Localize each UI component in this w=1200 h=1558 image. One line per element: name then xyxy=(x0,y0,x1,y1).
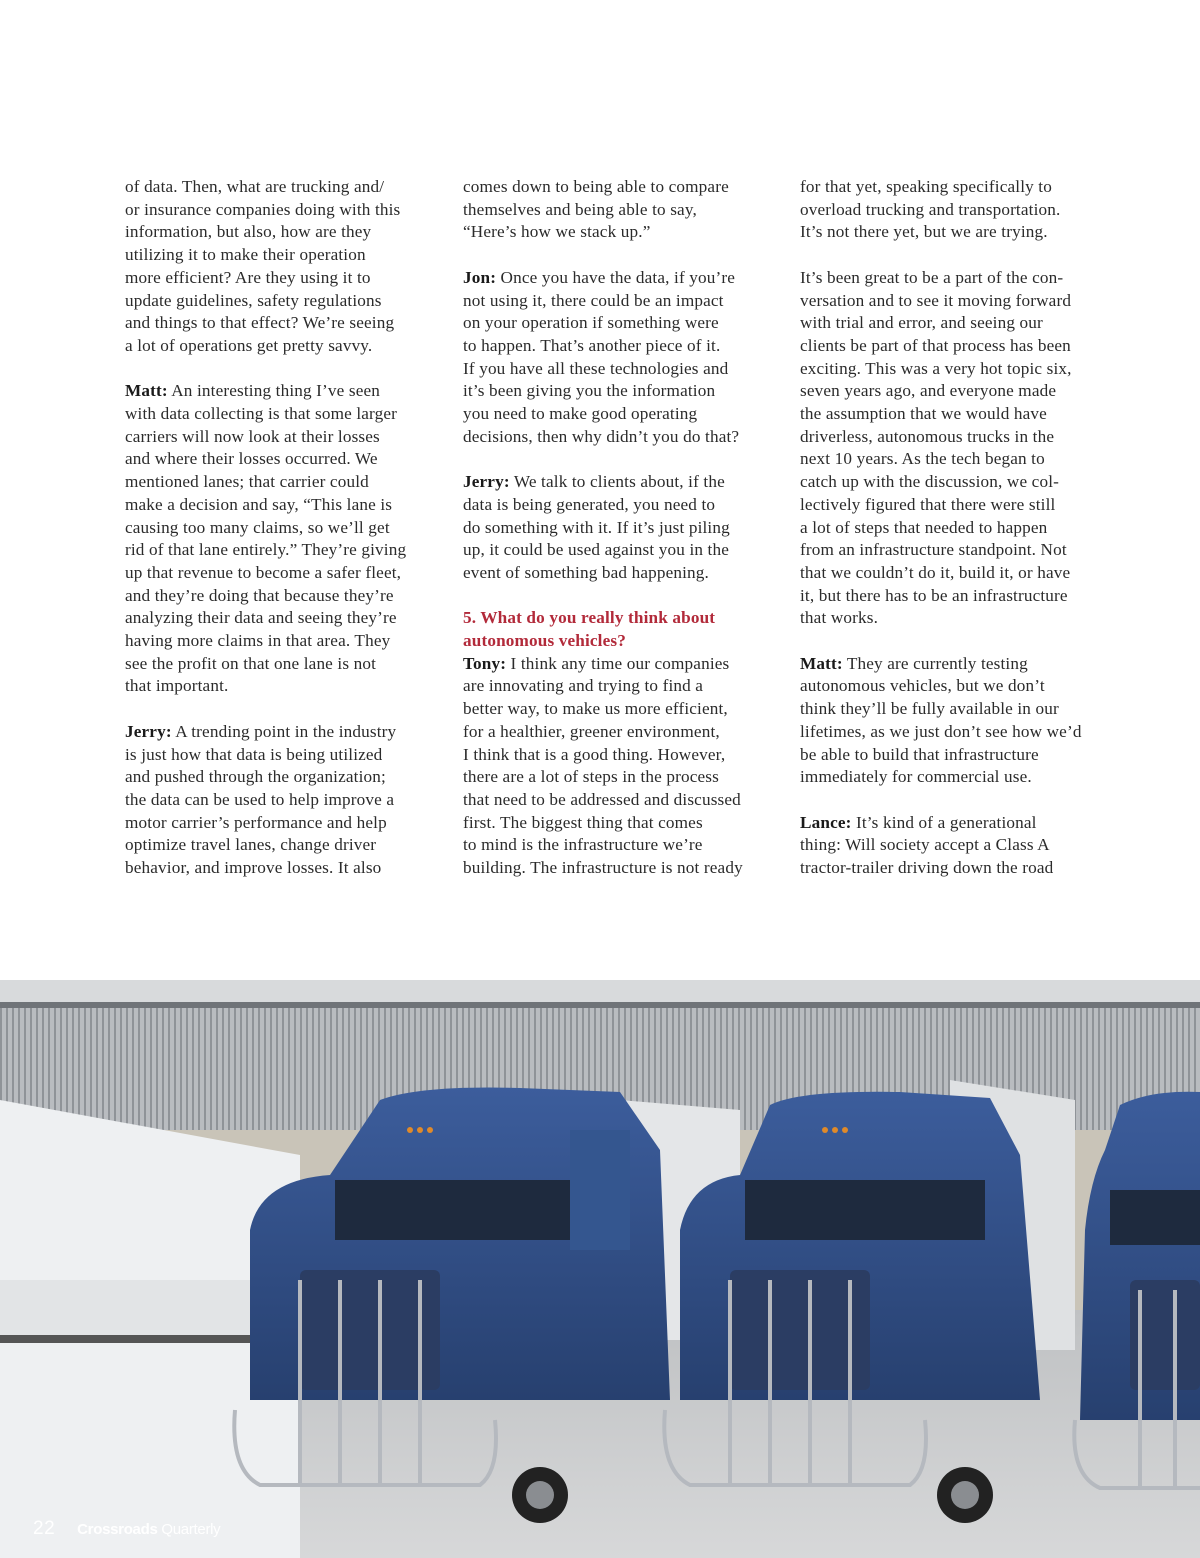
text-line xyxy=(800,358,1120,381)
text-line xyxy=(125,789,455,812)
line-text: causing too many claims, so we’ll get xyxy=(125,517,390,537)
speaker-name: Matt: xyxy=(800,653,843,673)
line-text: comes down to being able to compare xyxy=(463,177,729,196)
text-line xyxy=(800,766,1120,789)
line-text: overload trucking and transportation. xyxy=(800,199,1061,219)
text-line xyxy=(463,766,783,789)
line-text: that important. xyxy=(125,676,229,696)
line-text: catch up with the discussion, we col- xyxy=(800,472,1060,492)
text-line xyxy=(125,176,455,199)
line-text: I think that is a good thing. However, xyxy=(463,744,726,764)
line-text: motor carrier’s performance and help xyxy=(125,812,387,832)
line-text: versation and to see it moving forward xyxy=(800,290,1072,310)
line-text: it’s been giving you the information xyxy=(463,381,716,401)
text-line xyxy=(463,698,783,721)
paragraph xyxy=(125,380,455,698)
trucks-photo xyxy=(0,980,1200,1558)
line-text: and things to that effect? We’re seeing xyxy=(125,313,395,333)
text-line xyxy=(463,358,783,381)
line-text: I think any time our companies xyxy=(506,653,730,673)
text-line xyxy=(463,517,783,540)
line-text: a lot of steps that needed to happen xyxy=(800,517,1048,537)
text-line xyxy=(125,221,455,244)
line-text: to mind is the infrastructure we’re xyxy=(463,835,703,855)
speaker-name: Lance: xyxy=(800,812,852,832)
line-text: It’s been great to be a part of the con- xyxy=(800,267,1064,287)
text-line xyxy=(463,744,783,767)
line-text: carriers will now look at their losses xyxy=(125,426,380,446)
line-text: not using it, there could be an impact xyxy=(463,290,724,310)
text-line xyxy=(800,698,1120,721)
line-text: autonomous vehicles, but we don’t xyxy=(800,676,1045,696)
article-columns xyxy=(0,176,1200,896)
paragraph xyxy=(125,176,455,358)
text-line xyxy=(125,290,455,313)
line-text: We talk to clients about, if the xyxy=(509,472,725,492)
text-line xyxy=(463,539,783,562)
line-text: It’s kind of a generational xyxy=(851,812,1037,832)
line-text: the data can be used to help improve a xyxy=(125,789,395,809)
line-text: on your operation if something were xyxy=(463,313,719,333)
column-3 xyxy=(800,176,1120,902)
paragraph xyxy=(125,721,455,880)
publication-name-light: Quarterly xyxy=(161,1521,221,1538)
text-line xyxy=(463,789,783,812)
line-text: better way, to make us more efficient, xyxy=(463,699,728,719)
text-line xyxy=(800,721,1120,744)
line-text: more efficient? Are they using it to xyxy=(125,267,371,287)
line-text: the assumption that we would have xyxy=(800,404,1047,424)
text-line xyxy=(125,494,455,517)
text-line xyxy=(800,380,1120,403)
line-text: see the profit on that one lane is not xyxy=(125,653,377,673)
text-line xyxy=(125,448,455,471)
paragraph xyxy=(463,653,783,880)
line-text: exciting. This was a very hot topic six, xyxy=(800,358,1072,378)
text-line xyxy=(125,244,455,267)
line-text: thing: Will society accept a Class A xyxy=(800,835,1050,855)
speaker-name: Jerry: xyxy=(463,472,510,492)
line-text: up that revenue to become a safer fleet, xyxy=(125,562,402,582)
paragraph xyxy=(800,267,1120,630)
line-text: first. The biggest thing that comes xyxy=(463,812,703,832)
line-text: behavior, and improve losses. It also xyxy=(125,858,382,878)
line-text: “Here’s how we stack up.” xyxy=(463,222,651,242)
line-text: rid of that lane entirely.” They’re giving xyxy=(125,540,407,560)
paragraph xyxy=(800,176,1120,244)
line-text: make a decision and say, “This lane is xyxy=(125,494,393,514)
line-text: having more claims in that area. They xyxy=(125,631,391,651)
text-line xyxy=(800,448,1120,471)
text-line xyxy=(463,812,783,835)
text-line xyxy=(125,335,455,358)
text-line xyxy=(800,834,1120,857)
text-line xyxy=(800,607,1120,630)
line-text: up, it could be used against you in the xyxy=(463,540,730,560)
line-text: next 10 years. As the tech began to xyxy=(800,449,1045,469)
paragraph xyxy=(463,471,783,585)
text-line xyxy=(125,766,455,789)
text-line xyxy=(125,834,455,857)
text-line xyxy=(125,426,455,449)
line-text: decisions, then why didn’t you do that? xyxy=(463,426,740,446)
line-text: think they’ll be fully available in our xyxy=(800,699,1059,719)
line-text: do something with it. If it’s just piling xyxy=(463,517,730,537)
line-text: and where their losses occurred. We xyxy=(125,449,378,469)
text-line xyxy=(463,380,783,403)
text-line xyxy=(125,812,455,835)
text-line xyxy=(125,721,455,744)
line-text: Once you have the data, if you’re xyxy=(496,267,736,287)
line-text: optimize travel lanes, change driver xyxy=(125,835,377,855)
line-text: and they’re doing that because they’re xyxy=(125,585,394,605)
line-text: of data. Then, what are trucking and/ xyxy=(125,177,385,196)
text-line xyxy=(125,675,455,698)
line-text: be able to build that infrastructure xyxy=(800,744,1039,764)
text-line xyxy=(463,426,783,449)
line-text: They are currently testing xyxy=(842,653,1028,673)
line-text: that we couldn’t do it, build it, or have xyxy=(800,562,1071,582)
text-line xyxy=(125,857,455,880)
text-line xyxy=(125,562,455,585)
line-text: you need to make good operating xyxy=(463,404,698,424)
line-text: is just how that data is being utilized xyxy=(125,744,383,764)
text-line xyxy=(800,335,1120,358)
text-line xyxy=(463,312,783,335)
text-line xyxy=(463,721,783,744)
publication-name xyxy=(77,1521,220,1538)
line-text: for a healthier, greener environment, xyxy=(463,721,720,741)
text-line xyxy=(125,471,455,494)
text-line xyxy=(463,290,783,313)
text-line xyxy=(125,630,455,653)
line-text: building. The infrastructure is not ready xyxy=(463,858,743,878)
line-text: and pushed through the organization; xyxy=(125,767,386,787)
text-line xyxy=(800,857,1120,880)
text-line xyxy=(463,494,783,517)
line-text: A trending point in the industry xyxy=(171,721,397,741)
text-line xyxy=(463,267,783,290)
line-text: for that yet, speaking specifically to xyxy=(800,177,1052,196)
line-text: are innovating and trying to find a xyxy=(463,676,704,696)
question-line: autonomous vehicles? xyxy=(463,631,626,651)
column-2 xyxy=(463,176,783,902)
text-line xyxy=(800,221,1120,244)
text-line xyxy=(125,517,455,540)
line-text: An interesting thing I’ve seen xyxy=(167,381,381,401)
line-text: information, but also, how are they xyxy=(125,222,372,242)
text-line xyxy=(463,471,783,494)
line-text: there are a lot of steps in the process xyxy=(463,767,719,787)
line-text: that need to be addressed and discussed xyxy=(463,789,741,809)
line-text: mentioned lanes; that carrier could xyxy=(125,472,369,492)
line-text: it, but there has to be an infrastructure xyxy=(800,585,1068,605)
line-text: analyzing their data and seeing they’re xyxy=(125,608,397,628)
line-text: a lot of operations get pretty savvy. xyxy=(125,335,373,355)
text-line xyxy=(800,290,1120,313)
line-text: with trial and error, and seeing our xyxy=(800,313,1043,333)
text-line xyxy=(800,585,1120,608)
text-line xyxy=(800,403,1120,426)
text-line xyxy=(800,267,1120,290)
text-line xyxy=(800,199,1120,222)
text-line xyxy=(463,857,783,880)
text-line xyxy=(800,426,1120,449)
page-number: 22 xyxy=(33,1518,56,1539)
speaker-name: Tony: xyxy=(463,653,507,673)
text-line xyxy=(463,653,783,676)
line-text: utilizing it to make their operation xyxy=(125,245,366,265)
text-line xyxy=(125,539,455,562)
line-text: lifetimes, as we just don’t see how we’d xyxy=(800,721,1082,741)
line-text: with data collecting is that some larger xyxy=(125,404,398,424)
line-text: event of something bad happening. xyxy=(463,562,709,582)
line-text: that works. xyxy=(800,608,879,628)
line-text: data is being generated, you need to xyxy=(463,494,716,514)
text-line xyxy=(125,403,455,426)
text-line xyxy=(800,176,1120,199)
text-line xyxy=(463,176,783,199)
text-line xyxy=(463,335,783,358)
line-text: from an infrastructure standpoint. Not xyxy=(800,540,1067,560)
text-line xyxy=(125,585,455,608)
text-line xyxy=(800,539,1120,562)
text-line xyxy=(463,675,783,698)
paragraph xyxy=(800,812,1120,880)
paragraph xyxy=(800,653,1120,789)
text-line xyxy=(463,221,783,244)
paragraph xyxy=(463,267,783,449)
line-text: themselves and being able to say, xyxy=(463,199,697,219)
text-line xyxy=(800,675,1120,698)
text-line xyxy=(125,653,455,676)
text-line xyxy=(800,517,1120,540)
question-line: 5. What do you really think about xyxy=(463,608,716,628)
line-text: or insurance companies doing with this xyxy=(125,199,401,219)
speaker-name: Jerry: xyxy=(125,721,172,741)
line-text: driverless, autonomous trucks in the xyxy=(800,426,1055,446)
line-text: lectively figured that there were still xyxy=(800,494,1056,514)
text-line xyxy=(463,199,783,222)
line-text: tractor-trailer driving down the road xyxy=(800,858,1054,878)
question-heading xyxy=(463,607,783,652)
page-footer xyxy=(33,1518,220,1540)
paragraph xyxy=(463,176,783,244)
text-line xyxy=(125,380,455,403)
text-line xyxy=(463,562,783,585)
line-text: It’s not there yet, but we are trying. xyxy=(800,222,1048,242)
line-text: If you have all these technologies and xyxy=(463,358,729,378)
text-line xyxy=(125,607,455,630)
line-text: seven years ago, and everyone made xyxy=(800,381,1057,401)
column-1 xyxy=(125,176,455,902)
text-line xyxy=(125,744,455,767)
text-line xyxy=(125,199,455,222)
text-line xyxy=(800,471,1120,494)
text-line xyxy=(125,312,455,335)
publication-name-bold: Crossroads xyxy=(77,1521,158,1538)
speaker-name: Jon: xyxy=(463,267,497,287)
text-line xyxy=(800,494,1120,517)
text-line xyxy=(800,812,1120,835)
text-line xyxy=(800,653,1120,676)
text-line xyxy=(125,267,455,290)
text-line xyxy=(463,834,783,857)
line-text: update guidelines, safety regulations xyxy=(125,290,382,310)
speaker-name: Matt: xyxy=(125,381,168,401)
text-line xyxy=(463,403,783,426)
line-text: to happen. That’s another piece of it. xyxy=(463,335,721,355)
text-line xyxy=(800,312,1120,335)
line-text: immediately for commercial use. xyxy=(800,767,1032,787)
text-line xyxy=(800,562,1120,585)
text-line xyxy=(800,744,1120,767)
line-text: clients be part of that process has been xyxy=(800,335,1071,355)
